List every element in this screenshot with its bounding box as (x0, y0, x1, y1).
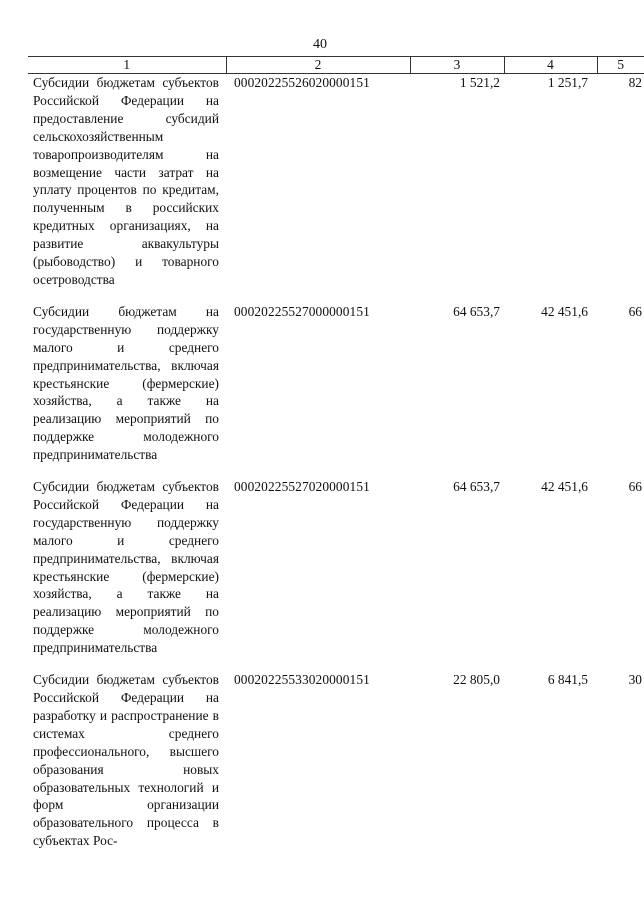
row-executed: 1 251,7 (547, 75, 588, 90)
table-header (28, 57, 644, 74)
column-header-1: 1 (28, 57, 226, 74)
row-percent: 66 (628, 303, 642, 319)
row-name: Субсидии бюджетам на государственную поддержку малого и среднего предпринимательства, включая крестьянские (фермерские) хозяйства, а также на реализацию мероприятий по поддержке молодежного предпринимательства (33, 303, 219, 463)
row-percent: 82 (628, 75, 642, 90)
header-row (28, 57, 644, 74)
column-header-2: 2 (226, 57, 410, 74)
row-executed: 42 451,6 (541, 303, 588, 319)
row-planned: 64 653,7 (453, 303, 500, 319)
row-code: 00020225526020000151 (234, 75, 370, 90)
column-header-5: 5 (597, 57, 644, 74)
column-header-4: 4 (504, 57, 597, 74)
row-name: Субсидии бюджетам субъектов Российской Федерации на государственную поддержку малого и среднего предпринимательства, включая крестьянские (фермерские) хозяйства, а также на реализацию мероприятий по поддержке молодежного предпринимательства (33, 479, 219, 656)
row-executed: 42 451,6 (541, 479, 588, 495)
page-number: 40 (313, 37, 327, 52)
table-row (28, 671, 644, 864)
row-planned: 1 521,2 (459, 75, 500, 90)
row-percent: 30 (628, 672, 642, 688)
table-row (28, 74, 644, 303)
row-code: 00020225527000000151 (234, 303, 370, 319)
budget-table (28, 56, 644, 864)
row-code: 00020225533020000151 (234, 672, 370, 688)
column-header-3: 3 (410, 57, 504, 74)
row-planned: 22 805,0 (453, 672, 500, 688)
row-planned: 64 653,7 (453, 479, 500, 495)
table-row (28, 478, 644, 671)
table-row (28, 303, 644, 478)
table-body (28, 74, 644, 865)
row-name: Субсидии бюджетам субъектов Российской Федерации на разработку и распространение в системах среднего профессионального, высшего образования новых образовательных технологий и форм организации образовательного процесса в субъектах Рос- (33, 672, 219, 849)
row-name: Субсидии бюджетам субъектов Российской Федерации на предоставление субсидий сельскохозяйственным товаропроизводителям на возмещение части затрат на уплату процентов по кредитам, полученным в российских кредитных организациях, на развитие аквакультуры (рыбоводство) и товарного осетроводства (33, 75, 219, 287)
row-percent: 66 (628, 479, 642, 495)
row-executed: 6 841,5 (547, 672, 588, 688)
row-code: 00020225527020000151 (234, 479, 370, 495)
